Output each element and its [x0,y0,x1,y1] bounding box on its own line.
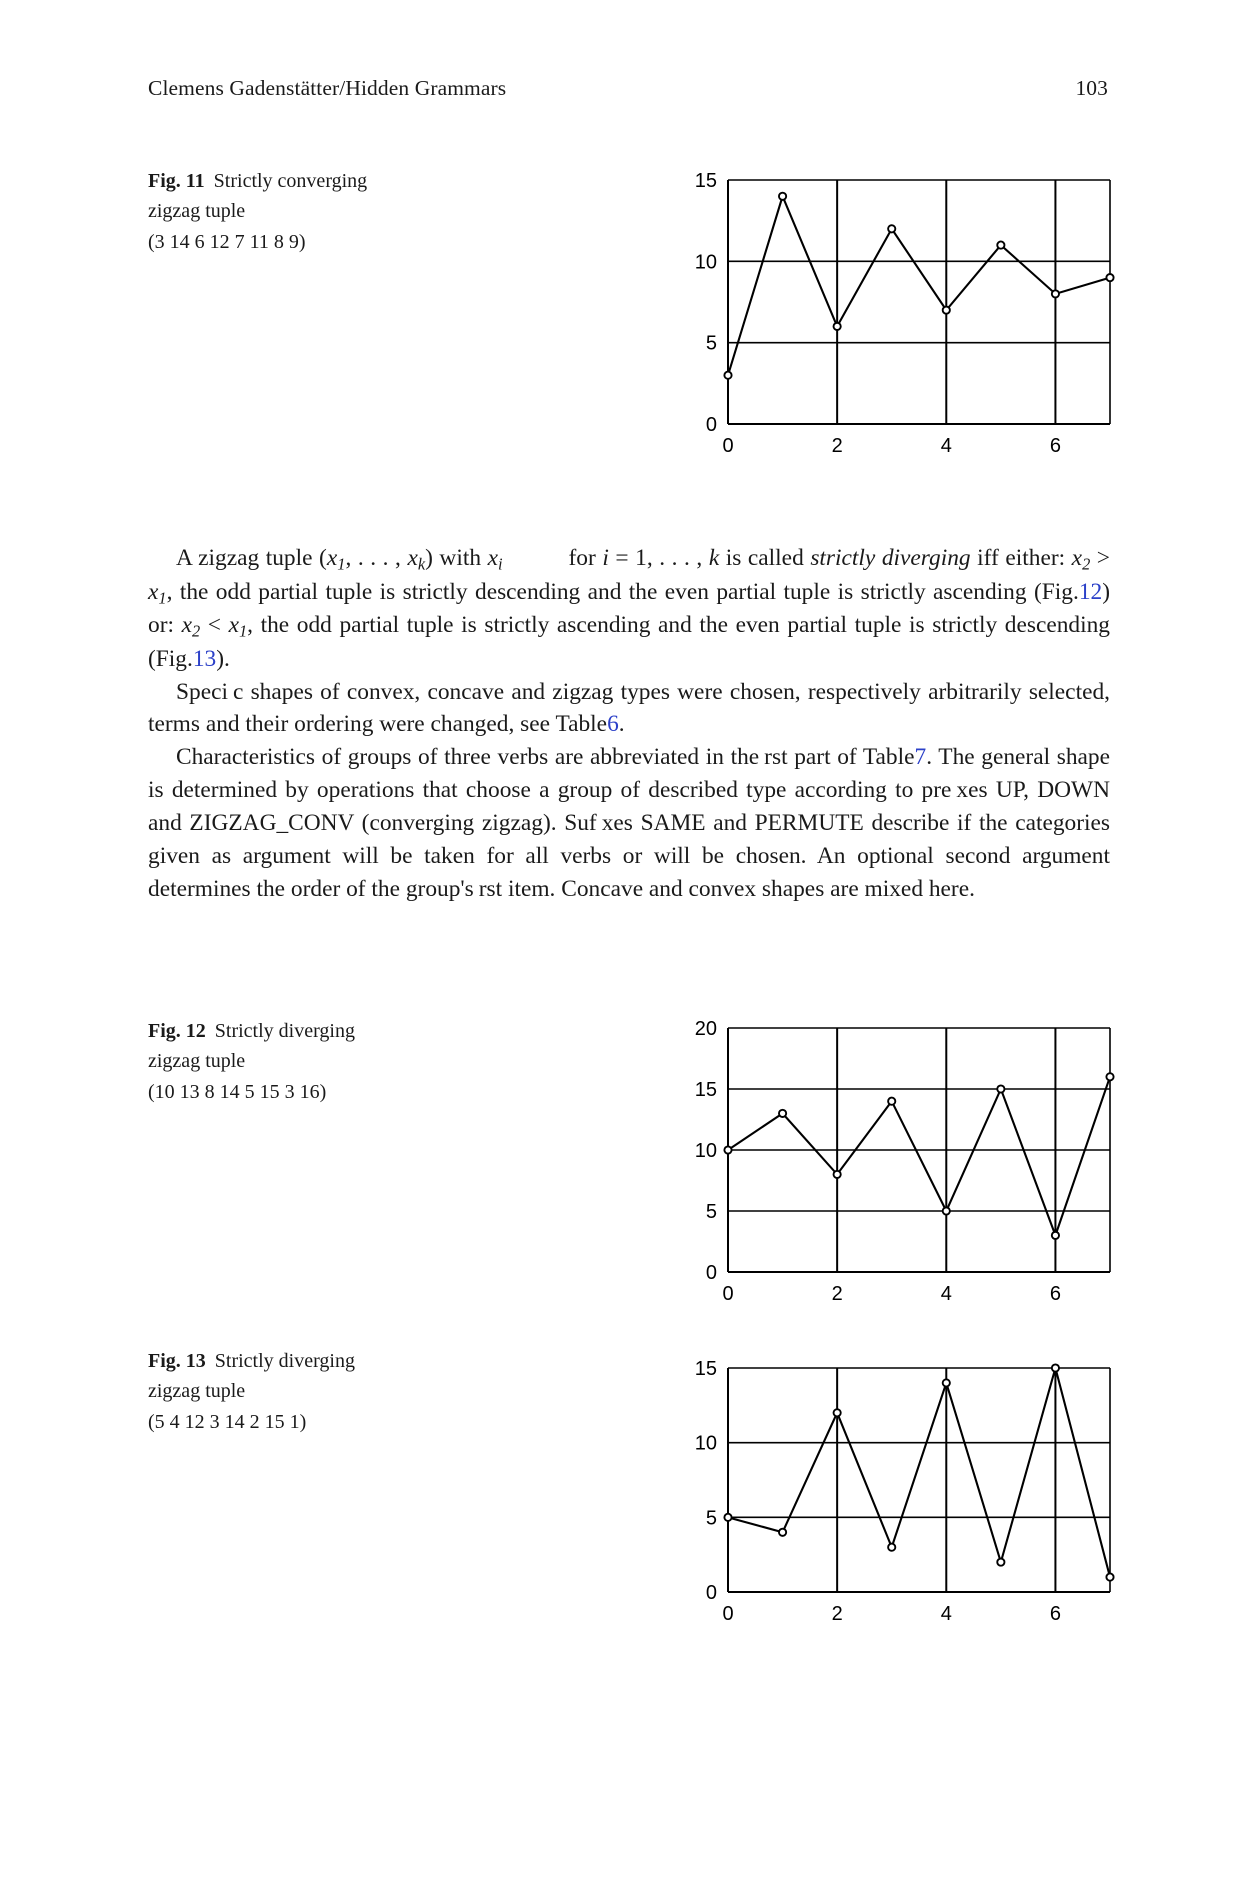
figure-12-plot [660,1000,1120,1320]
figure-13-caption-line3: (5 4 12 3 14 2 15 1) [148,1410,307,1433]
p3-text-a: Characteristics of groups of three verbs are abbreviated in the [176,744,760,771]
svg-text:6: 6 [1049,1283,1061,1305]
p1-text-g: ) or: [148,578,1110,639]
svg-text:15: 15 [694,1358,717,1380]
figure-11-caption-line1: Strictly converging [213,170,368,192]
svg-text:2: 2 [831,1603,843,1625]
svg-text:2: 2 [831,435,843,457]
figure-13-caption-line1: Strictly diverging [214,1350,355,1372]
figure-12-chart [660,1000,1120,1320]
p1-var-x1b: x [148,578,159,605]
running-head [148,76,1108,101]
p3-text-e: xes SAME and PERMUTE describe if the categories given as argument will be taken for all verbs or will be chosen. An optional second argument determines the order of the group's [148,810,1110,902]
page-number: 103 [1075,76,1108,100]
figure-13-caption-line2: zigzag tuple [148,1380,246,1403]
svg-text:4: 4 [940,435,952,457]
reference-fig-13[interactable]: 13 [192,645,217,672]
reference-fig-12[interactable]: 12 [1078,578,1103,605]
svg-text:5: 5 [705,1201,717,1223]
p1-text-d: is called [719,545,811,571]
svg-text:10: 10 [694,1432,717,1455]
p1-text-c: for [568,545,603,571]
figure-11-plot [660,152,1120,472]
figure-11-caption-line2: zigzag tuple [148,200,246,223]
p1-em-2: ing [940,545,971,571]
figure-12-label: Fig. 12 [148,1020,206,1042]
p1-var-x2: x [1071,545,1083,571]
p1-var-x2b: x [181,612,192,639]
p1-var-x1: x [326,545,338,571]
svg-text:0: 0 [722,1603,734,1625]
figure-13-chart [660,1340,1120,1640]
p1-text-e: iff either: [970,545,1072,571]
svg-text:15: 15 [694,170,717,192]
p1-em-1: strictly diverg [810,545,941,571]
p1-lt: < [200,612,229,639]
figure-11-chart [660,152,1120,472]
p1-sub-i: i [497,554,503,574]
svg-text:0: 0 [705,1262,717,1284]
p3-text-d: xes UP, DOWN and ZIGZAG_CONV (converging zigzag). Suf [148,777,1110,837]
reference-table-7[interactable]: 7 [914,744,927,771]
p2-text-c: . [618,711,625,738]
figure-11-caption-line3: (3 14 6 12 7 11 8 9) [148,230,306,253]
p1-sub-k: k [417,554,426,574]
paragraph-3 [148,741,1110,905]
p1-sub-1: 1 [337,554,346,574]
p1-sub-1b: 1 [158,588,167,608]
p1-var-k: k [708,545,720,571]
p1-text-i: ). [216,645,230,672]
svg-text:0: 0 [705,1582,717,1604]
p1-sub-1c: 1 [238,621,248,641]
svg-text:0: 0 [722,1283,734,1305]
p1-var-i: i [602,545,609,571]
figure-13-caption [148,1346,478,1437]
paragraph-2 [148,676,1110,742]
p2-text-b: c shapes of convex, concave and zigzag types were chosen, respectively arbitrarily selected, terms and their ordering were changed, see Table [148,678,1110,738]
svg-text:10: 10 [694,251,717,274]
running-head-title: Clemens Gadenstätter/Hidden Grammars [148,76,507,100]
svg-text:2: 2 [831,1283,843,1305]
p1-text-f: , the odd partial tuple is strictly descending and the even partial tuple is strictly ascending (Fig. [166,578,1079,605]
p3-text-f: rst item. Concave and convex shapes are mixed here. [478,875,975,902]
svg-text:0: 0 [722,435,734,457]
p1-eq: = 1, . . . , [608,545,709,571]
svg-text:6: 6 [1049,1603,1061,1625]
p1-text-h: , the odd partial tuple is strictly ascending and the even partial tuple is strictly descending (Fig. [148,612,1111,672]
figure-13-label: Fig. 13 [148,1350,206,1372]
figure-12-caption-line3: (10 13 8 14 5 15 3 16) [148,1080,327,1103]
p1-text-a: A zigzag tuple ( [176,545,327,571]
svg-text:5: 5 [705,1507,717,1530]
p3-text-b: rst part of Table [764,744,915,771]
svg-text:15: 15 [694,1079,717,1101]
figure-13-plot [660,1340,1120,1640]
p1-gt: > [1090,545,1110,571]
figure-12-caption [148,1016,478,1107]
p1-var-xi: x [487,545,498,571]
svg-text:5: 5 [705,332,717,355]
body-paragraphs [148,542,1110,906]
p1-var-xk: x [407,545,418,571]
figure-11-caption [148,166,478,257]
p1-text-b: ) with [425,545,488,571]
p1-var-x1c: x [228,612,239,639]
paragraph-1 [148,542,1110,676]
figure-12-caption-line1: Strictly diverging [214,1020,355,1042]
figure-12-caption-line2: zigzag tuple [148,1050,246,1073]
svg-text:20: 20 [694,1018,717,1040]
p3-text-c: . The general shape is determined by operations that choose a group of described type according to pre [148,744,1110,804]
p1-sub-2: 2 [1082,554,1091,574]
svg-text:0: 0 [705,414,717,436]
p2-text-a: Speci [176,678,228,705]
reference-table-6[interactable]: 6 [607,711,619,738]
svg-text:6: 6 [1049,435,1061,457]
svg-text:4: 4 [940,1603,952,1625]
figure-11-label: Fig. 11 [148,170,205,192]
svg-text:4: 4 [940,1283,952,1305]
p1-dots: , . . . , [345,545,408,571]
p1-sub-2b: 2 [191,621,201,641]
svg-text:10: 10 [694,1140,717,1162]
